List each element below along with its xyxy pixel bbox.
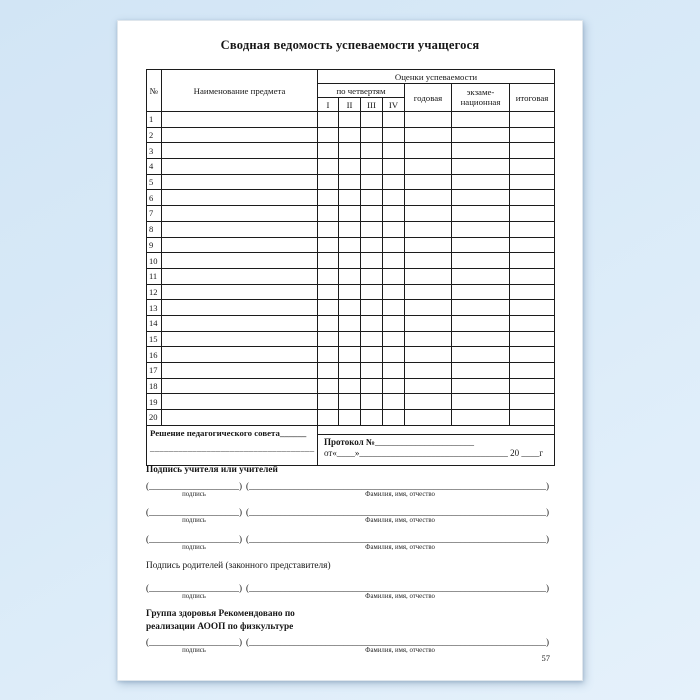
grade-cell (339, 143, 361, 159)
signature-line (146, 481, 554, 491)
signature-blank: (____________________) (146, 534, 242, 544)
row-number: 11 (147, 268, 162, 284)
grade-cell (361, 127, 383, 143)
fullname-label: Фамилия, имя, отчество (365, 544, 435, 551)
grade-cell (452, 206, 510, 222)
table-row (147, 315, 555, 331)
grade-cell (383, 174, 405, 190)
grade-cell (510, 394, 555, 410)
fullname-label: Фамилия, имя, отчество (365, 491, 435, 498)
table-row (147, 347, 555, 363)
signature-label: подпись (182, 491, 206, 498)
row-number: 3 (147, 143, 162, 159)
grade-cell (510, 410, 555, 426)
row-number: 15 (147, 331, 162, 347)
grade-cell (361, 331, 383, 347)
grade-cell (361, 253, 383, 269)
table-row (147, 268, 555, 284)
grade-cell (510, 143, 555, 159)
signature-labels (146, 544, 554, 551)
grade-cell (510, 253, 555, 269)
grade-cell (339, 347, 361, 363)
grade-cell (383, 237, 405, 253)
grade-cell (361, 315, 383, 331)
grade-cell (318, 206, 339, 222)
row-number: 16 (147, 347, 162, 363)
grade-cell (510, 159, 555, 175)
grade-cell (162, 300, 318, 316)
grade-cell (383, 206, 405, 222)
grade-cell (162, 315, 318, 331)
grade-cell (318, 394, 339, 410)
grade-cell (405, 394, 452, 410)
grade-cell (361, 363, 383, 379)
row-number: 4 (147, 159, 162, 175)
grade-cell (318, 237, 339, 253)
grade-cell (383, 410, 405, 426)
teacher-signature-group-2 (146, 507, 554, 524)
grade-cell (452, 112, 510, 128)
grade-cell (318, 159, 339, 175)
fullname-blank: (__________________________________________________________________) (246, 534, 549, 544)
table-row (147, 174, 555, 190)
grade-cell (383, 159, 405, 175)
grade-cell (339, 112, 361, 128)
signature-labels (146, 517, 554, 524)
grade-cell (452, 394, 510, 410)
signature-line (146, 583, 554, 593)
grade-cell (318, 174, 339, 190)
col-header-quarters-group: по четвертям (318, 84, 405, 98)
grade-cell (318, 143, 339, 159)
grade-cell (452, 159, 510, 175)
grade-cell (452, 268, 510, 284)
grade-cell (162, 378, 318, 394)
health-signature-group (146, 637, 554, 654)
grade-cell (510, 221, 555, 237)
grade-cell (361, 300, 383, 316)
col-header-exam-line2: национная (460, 96, 501, 107)
grade-cell (339, 394, 361, 410)
grade-cell (339, 206, 361, 222)
grade-cell (162, 190, 318, 206)
parent-signature-heading: Подпись родителей (законного представителя) (146, 561, 331, 571)
grade-cell (383, 253, 405, 269)
row-number: 20 (147, 410, 162, 426)
grade-cell (339, 127, 361, 143)
row-number: 5 (147, 174, 162, 190)
grade-cell (452, 300, 510, 316)
table-row (147, 221, 555, 237)
col-header-quarter-4: IV (383, 98, 405, 112)
signature-labels (146, 647, 554, 654)
grade-cell (452, 221, 510, 237)
grade-cell (339, 410, 361, 426)
grade-cell (383, 268, 405, 284)
grade-cell (405, 174, 452, 190)
grade-cell (452, 284, 510, 300)
protocol-cell (318, 434, 555, 465)
grade-cell (510, 237, 555, 253)
grade-cell (383, 127, 405, 143)
grade-cell (339, 190, 361, 206)
grade-cell (510, 268, 555, 284)
grade-cell (405, 127, 452, 143)
fullname-blank: (__________________________________________________________________) (246, 583, 549, 593)
grade-cell (318, 410, 339, 426)
grade-cell (452, 253, 510, 269)
table-row (147, 112, 555, 128)
grade-cell (383, 190, 405, 206)
signature-blank: (____________________) (146, 583, 242, 593)
col-header-quarter-2: II (339, 98, 361, 112)
grade-cell (510, 112, 555, 128)
grade-cell (162, 268, 318, 284)
grade-cell (339, 378, 361, 394)
grade-cell (383, 394, 405, 410)
grade-cell (162, 112, 318, 128)
grade-cell (383, 315, 405, 331)
grade-cell (510, 363, 555, 379)
grade-cell (339, 237, 361, 253)
grade-cell (162, 363, 318, 379)
grade-cell (318, 347, 339, 363)
signature-blank: (____________________) (146, 481, 242, 491)
grade-cell (361, 268, 383, 284)
col-header-exam (452, 84, 510, 112)
grade-cell (162, 127, 318, 143)
grade-cell (162, 174, 318, 190)
table-row (147, 143, 555, 159)
table-row (147, 190, 555, 206)
grade-cell (510, 174, 555, 190)
grade-cell (405, 206, 452, 222)
grade-cell (510, 206, 555, 222)
grade-cell (361, 221, 383, 237)
col-header-grades-group: Оценки успеваемости (318, 70, 555, 84)
grade-cell (405, 363, 452, 379)
grade-cell (339, 315, 361, 331)
health-group-heading (146, 608, 554, 633)
grade-cell (318, 315, 339, 331)
page-number: 57 (541, 653, 550, 663)
grade-cell (405, 300, 452, 316)
grade-cell (405, 143, 452, 159)
grade-cell (510, 315, 555, 331)
col-header-quarter-3: III (361, 98, 383, 112)
grade-cell (339, 331, 361, 347)
grade-cell (510, 284, 555, 300)
table-row (147, 410, 555, 426)
protocol-line: Протокол №______________________ (324, 436, 474, 447)
row-number: 7 (147, 206, 162, 222)
grade-cell (510, 300, 555, 316)
row-number: 1 (147, 112, 162, 128)
col-header-subject: Наименование предмета (162, 70, 318, 112)
row-number: 9 (147, 237, 162, 253)
row-number: 17 (147, 363, 162, 379)
row-number: 8 (147, 221, 162, 237)
grade-cell (405, 410, 452, 426)
fullname-label: Фамилия, имя, отчество (365, 517, 435, 524)
teacher-signature-group-3 (146, 534, 554, 551)
signature-line (146, 507, 554, 517)
grade-cell (383, 331, 405, 347)
grade-cell (318, 378, 339, 394)
grade-cell (361, 174, 383, 190)
grade-cell (383, 284, 405, 300)
protocol-date-line: от«____»_________________________________ 20 ____г (324, 447, 544, 458)
signature-label: подпись (182, 517, 206, 524)
grade-cell (452, 363, 510, 379)
grade-cell (405, 347, 452, 363)
parent-signature-group (146, 583, 554, 600)
fullname-label: Фамилия, имя, отчество (365, 647, 435, 655)
teacher-signature-heading: Подпись учителя или учителей (146, 465, 278, 475)
grade-cell (452, 347, 510, 363)
health-group-heading-line2: реализации АООП по физкультуре (146, 621, 294, 632)
grade-cell (383, 112, 405, 128)
grade-cell (383, 378, 405, 394)
grade-cell (318, 221, 339, 237)
grade-cell (452, 127, 510, 143)
signature-label: подпись (182, 544, 206, 551)
grade-cell (339, 284, 361, 300)
grade-cell (510, 347, 555, 363)
row-number: 12 (147, 284, 162, 300)
grade-cell (405, 221, 452, 237)
grade-cell (452, 378, 510, 394)
table-row (147, 378, 555, 394)
table-row (147, 300, 555, 316)
grade-cell (318, 363, 339, 379)
grade-cell (162, 394, 318, 410)
signature-labels (146, 491, 554, 498)
row-number: 6 (147, 190, 162, 206)
grade-cell (318, 112, 339, 128)
grade-cell (405, 159, 452, 175)
decision-label: Решение педагогического совета______ (150, 427, 307, 438)
grade-cell (383, 347, 405, 363)
grade-cell (405, 253, 452, 269)
fullname-blank: (__________________________________________________________________) (246, 507, 549, 517)
grade-cell (405, 331, 452, 347)
grade-cell (361, 190, 383, 206)
table-row (147, 394, 555, 410)
grade-cell (339, 363, 361, 379)
grade-cell (405, 237, 452, 253)
grade-cell (339, 221, 361, 237)
grade-cell (162, 331, 318, 347)
grade-cell (318, 300, 339, 316)
grade-cell (339, 159, 361, 175)
col-header-exam-line1: экзаме- (466, 86, 495, 97)
table-row (147, 284, 555, 300)
grade-cell (361, 237, 383, 253)
teacher-signature-group-1 (146, 481, 554, 498)
page-title: Сводная ведомость успеваемости учащегося (220, 38, 480, 52)
grade-cell (361, 206, 383, 222)
grade-cell (339, 174, 361, 190)
grade-cell (383, 221, 405, 237)
grade-cell (405, 315, 452, 331)
grade-cell (510, 127, 555, 143)
table-row (147, 159, 555, 175)
decision-blank-line: ___________________________________ (150, 442, 315, 453)
grade-cell (405, 268, 452, 284)
grade-cell (318, 253, 339, 269)
row-number: 19 (147, 394, 162, 410)
grade-cell (318, 284, 339, 300)
table-row (147, 363, 555, 379)
grade-cell (383, 300, 405, 316)
grade-cell (510, 190, 555, 206)
signature-label: подпись (182, 593, 206, 600)
grade-cell (162, 221, 318, 237)
signature-blank: (____________________) (146, 507, 242, 517)
table-row (147, 237, 555, 253)
row-number: 2 (147, 127, 162, 143)
grade-cell (339, 300, 361, 316)
col-header-quarter-1: I (318, 98, 339, 112)
grade-cell (452, 331, 510, 347)
document-page (117, 20, 583, 681)
table-row (147, 253, 555, 269)
pedagogical-council-decision-cell (147, 425, 318, 465)
fullname-label: Фамилия, имя, отчество (365, 593, 435, 600)
table-body (147, 112, 555, 426)
signature-line (146, 534, 554, 544)
grade-cell (318, 268, 339, 284)
grade-cell (405, 190, 452, 206)
grade-cell (452, 190, 510, 206)
row-number: 10 (147, 253, 162, 269)
grade-cell (162, 253, 318, 269)
row-number: 13 (147, 300, 162, 316)
grade-cell (162, 159, 318, 175)
grade-cell (361, 347, 383, 363)
grade-cell (361, 394, 383, 410)
fullname-blank: (__________________________________________________________________) (246, 481, 549, 491)
grade-cell (361, 112, 383, 128)
signature-blank: (____________________) (146, 637, 242, 648)
grade-cell (318, 190, 339, 206)
grade-cell (510, 331, 555, 347)
signature-line (146, 637, 554, 647)
grade-cell (339, 253, 361, 269)
grade-cell (339, 268, 361, 284)
table-row (147, 206, 555, 222)
table-row (147, 331, 555, 347)
grade-cell (162, 284, 318, 300)
grade-cell (383, 363, 405, 379)
grade-cell (162, 347, 318, 363)
grade-cell (361, 159, 383, 175)
grade-cell (452, 143, 510, 159)
grade-cell (162, 410, 318, 426)
grade-cell (405, 378, 452, 394)
grade-cell (452, 174, 510, 190)
grade-cell (361, 284, 383, 300)
grade-cell (361, 410, 383, 426)
spacer-cell (318, 425, 555, 434)
grade-cell (318, 331, 339, 347)
grade-cell (361, 378, 383, 394)
table-row (147, 127, 555, 143)
signatures-section (146, 465, 554, 654)
grade-cell (383, 143, 405, 159)
grade-cell (162, 206, 318, 222)
health-group-heading-line1: Группа здоровья Рекомендовано по (146, 609, 295, 619)
col-header-yearly: годовая (405, 84, 452, 112)
grade-cell (452, 410, 510, 426)
col-header-final: итоговая (510, 84, 555, 112)
grade-cell (405, 284, 452, 300)
grade-cell (162, 237, 318, 253)
row-number: 14 (147, 315, 162, 331)
grade-cell (318, 127, 339, 143)
row-number: 18 (147, 378, 162, 394)
grade-cell (452, 315, 510, 331)
grades-table (146, 69, 555, 466)
grade-cell (510, 378, 555, 394)
col-header-number: № (147, 70, 162, 112)
grade-cell (452, 237, 510, 253)
signature-labels (146, 593, 554, 600)
grade-cell (162, 143, 318, 159)
grade-cell (361, 143, 383, 159)
fullname-blank: (__________________________________________________________________) (246, 637, 549, 648)
signature-label: подпись (182, 647, 206, 655)
grade-cell (405, 112, 452, 128)
